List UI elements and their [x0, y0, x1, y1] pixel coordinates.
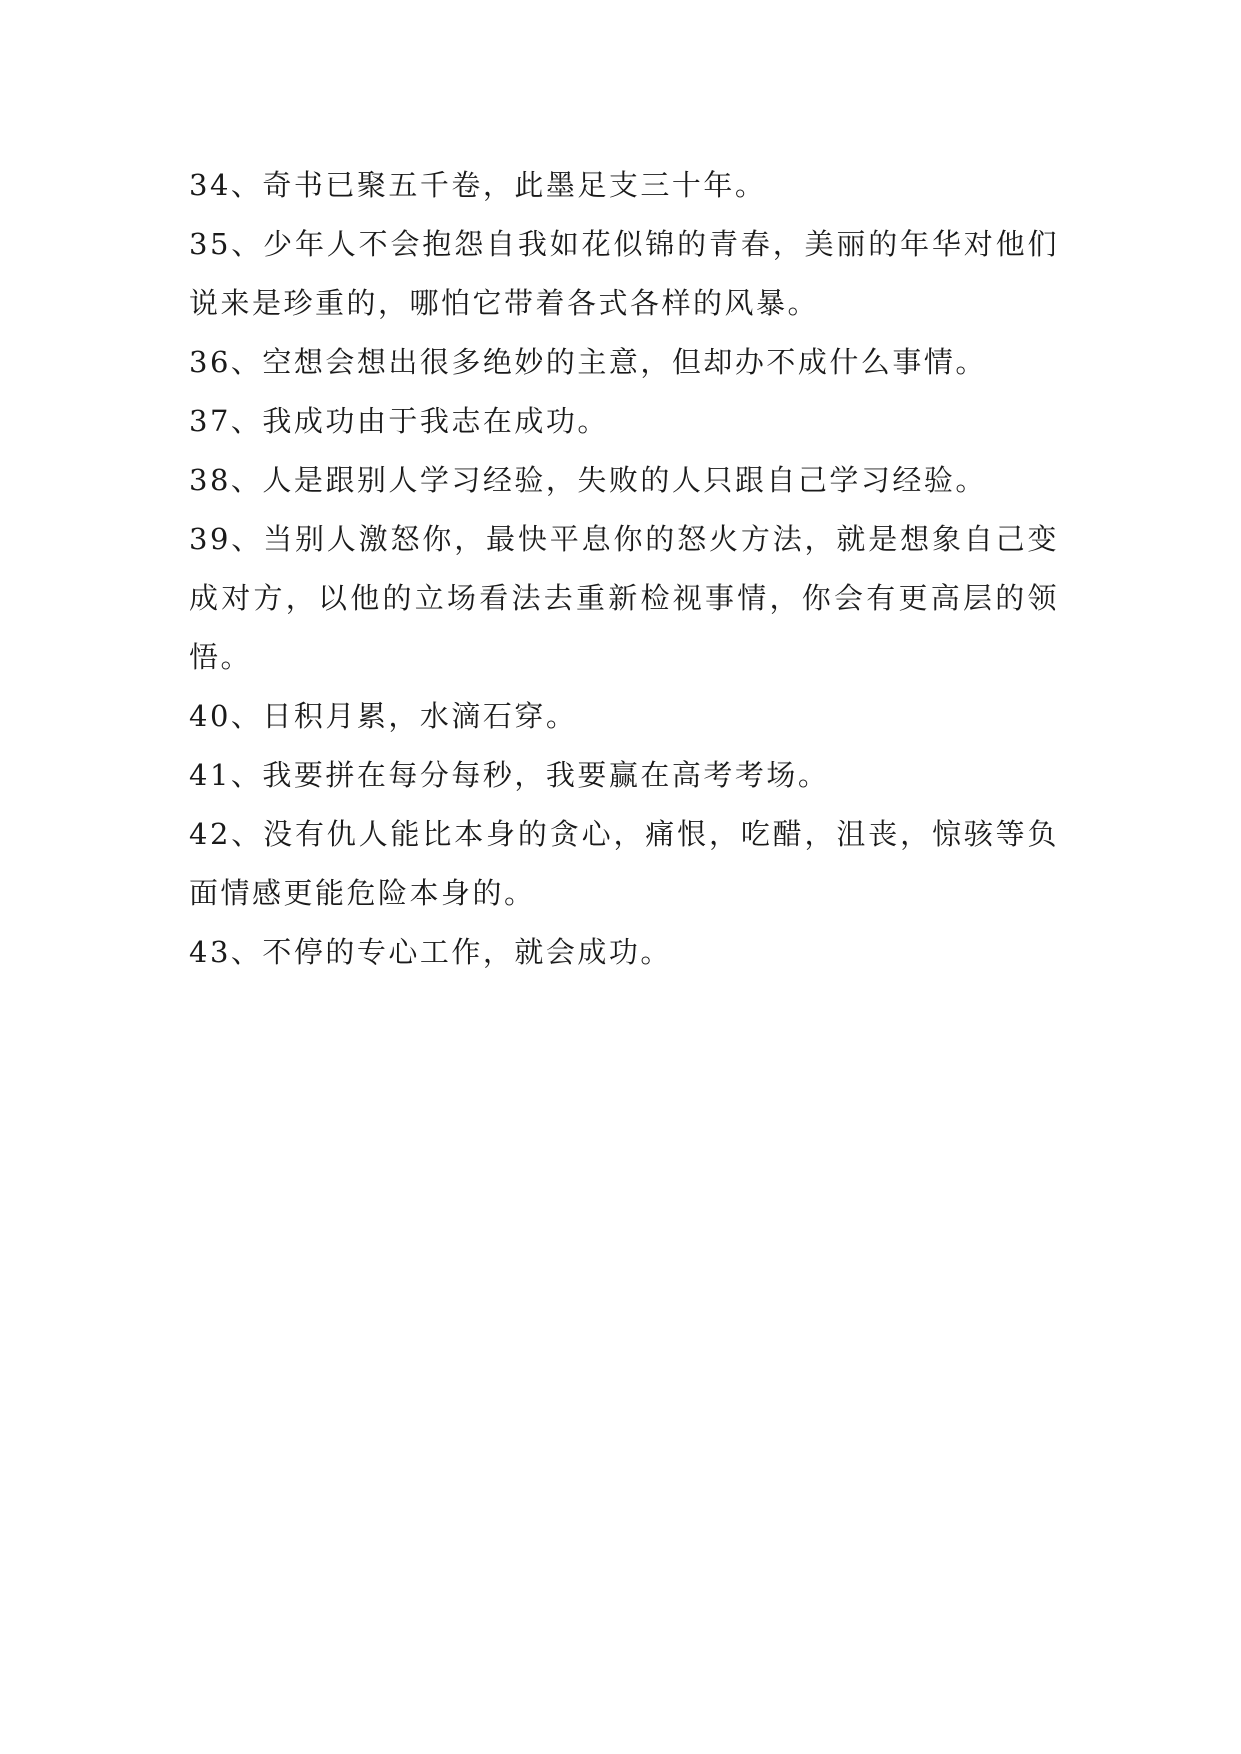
quote-item-40: 40、日积月累，水滴石穿。	[189, 699, 578, 733]
quote-item-43: 43、不停的专心工作，就会成功。	[189, 935, 672, 969]
quote-list	[189, 156, 1059, 982]
quote-item-34: 34、奇书已聚五千卷，此墨足支三十年。	[189, 168, 767, 202]
quote-item-38: 38、人是跟别人学习经验，失败的人只跟自己学习经验。	[189, 463, 987, 497]
quote-item-37: 37、我成功由于我志在成功。	[189, 404, 609, 438]
quote-item-36: 36、空想会想出很多绝妙的主意，但却办不成什么事情。	[189, 345, 987, 379]
quote-item-35: 35、少年人不会抱怨自我如花似锦的青春，美丽的年华对他们说来是珍重的，哪怕它带着各式各样的风暴。	[189, 227, 1059, 320]
quote-item-39: 39、当别人激怒你，最快平息你的怒火方法，就是想象自己变成对方，以他的立场看法去重新检视事情，你会有更高层的领悟。	[189, 522, 1059, 674]
quote-item-42: 42、没有仇人能比本身的贪心，痛恨，吃醋，沮丧，惊骇等负面情感更能危险本身的。	[189, 817, 1059, 910]
quote-item-41: 41、我要拼在每分每秒，我要赢在高考考场。	[189, 758, 830, 792]
